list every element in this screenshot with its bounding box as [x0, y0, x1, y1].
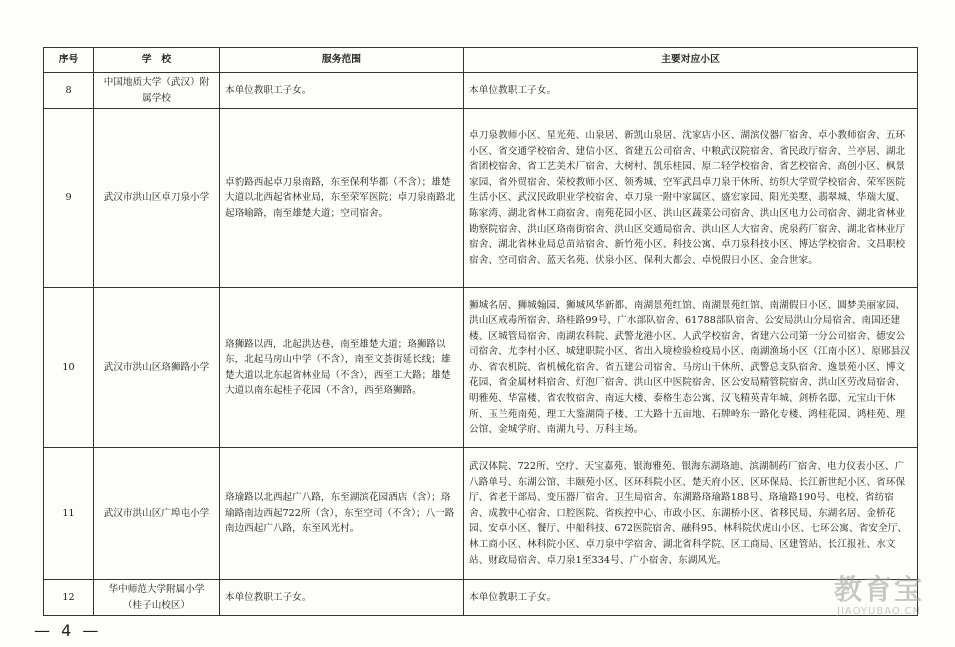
row-community: 卓刀泉教师小区、星光苑、山泉居、新凯山泉居、沈家店小区、湖滨仪器厂宿舍、卓小教师宿舍、五环小区、省交通学校宿舍、建信小区、省建五公司宿舍、中粮武汉院宿舍、省民政厅宿舍、兰亭居、湖北省团校宿舍、省工艺美术厂宿舍、大树村、凯乐桂园、原二轻学校宿舍、省艺校宿舍、高创小区、枫景家园、省外贸宿舍、荣校教师小区、领秀城、空军武昌卓刀泉干休所、纺织大学贸学校宿舍、荣军医院生活小区、武汉民政职业学校宿舍、卓刀泉一附中家属区、盛宏家园、阳光美墅、翡翠城、华瑞大厦、陈家湾、湖北省林工商宿舍、南苑花园小区、洪山区蔬菜公司宿舍、洪山区电力公司宿舍、湖北省林业勘察院宿舍、洪山区珞南街宿舍、洪山区交通局宿舍、洪山区人大宿舍、虎泉药厂宿舍、湖北省林业厅宿舍、湖北省林业局总苗站宿舍、新竹苑小区、科技公寓、卓刀泉科技小区、博达学校宿舍、文昌职校宿舍、空司宿舍、蓝天名苑、伏泉小区、保利大都会、卓悦假日小区、金合世家。: [464, 109, 918, 288]
row-community: 本单位教职工子女。: [464, 73, 918, 109]
header-scope: 服务范围: [220, 48, 464, 73]
table-row: [44, 580, 918, 616]
page-number: — 4 —: [34, 621, 102, 640]
row-school: 华中师范大学附属小学（桂子山校区）: [94, 580, 220, 616]
watermark-title: 教育宝: [833, 573, 924, 606]
table-row: [44, 109, 918, 288]
row-community: 本单位教职工子女。: [464, 580, 918, 616]
header-community: 主要对应小区: [464, 48, 918, 73]
row-scope: 卓豹路西起卓刀泉南路，东至保利华都（不含）；雄楚大道以北西起省林业局，东至荣军医院；卓刀泉南路北起珞喻路，南至雄楚大道；空司宿舍。: [220, 109, 464, 288]
row-scope: 珞狮路以西，北起洪达巷，南至雄楚大道；珞狮路以东，北起马房山中学（不含），南至文荟街延长线；雄楚大道以北东起省林业局（不含），西至工大路；雄楚大道以南东起桂子花园（不含），西至珞狮路。: [220, 288, 464, 448]
row-community: 武汉体院、722所、空疗、天宝嘉苑、银海雅苑、银海东湖珞迪、滨湖制药厂宿舍、电力仪表小区、广八路单号、东湖公馆、丰颐苑小区、区环科院小区、楚天府小区、区环保局、长江新世纪小区、省环保厅、省老干部局、变压器厂宿舍、卫生局宿舍、东湖路珞瑜路188号、珞瑜路190号、电校、省纺宿舍、成教中心宿舍、口腔医院、省疾控中心、市政小区、东湖桥小区、省移民局、东湖名居、金桥花园、安卓小区、餐厅、中船科技、672医院宿舍、融科95、林科院伏虎山小区、七环公寓、省安全厅、林工商小区、林科院小区、卓刀泉中学宿舍、湖北省科学院、区工商局、区建管站、长江报社、水文站、财政局宿舍、卓刀泉1至334号、广小宿舍、东湖风光。: [464, 448, 918, 580]
row-scope: 珞瑜路以北西起广八路，东至湖滨花园酒店（含）；珞瑜路南边西起722所（含），东至空司（不含）；八一路南边西起广八路，东至风光村。: [220, 448, 464, 580]
row-school: 武汉市洪山区广埠屯小学: [94, 448, 220, 580]
row-num: 11: [44, 448, 94, 580]
school-district-table: [43, 47, 918, 616]
row-scope: 本单位教职工子女。: [220, 580, 464, 616]
row-num: 9: [44, 109, 94, 288]
header-school: 学 校: [94, 48, 220, 73]
row-school: 武汉市洪山区珞狮路小学: [94, 288, 220, 448]
row-num: 8: [44, 73, 94, 109]
table-row: [44, 73, 918, 109]
table-header-row: [44, 48, 918, 73]
watermark-url: JIAOYUBAO.CN: [837, 606, 921, 617]
row-num: 10: [44, 288, 94, 448]
table-row: [44, 448, 918, 580]
row-scope: 本单位教职工子女。: [220, 73, 464, 109]
row-school: 武汉市洪山区卓刀泉小学: [94, 109, 220, 288]
watermark-logo: [819, 574, 939, 617]
row-school: 中国地质大学（武汉）附属学校: [94, 73, 220, 109]
header-num: 序号: [44, 48, 94, 73]
row-num: 12: [44, 580, 94, 616]
table-row: [44, 288, 918, 448]
row-community: 狮城名居、狮城翰园、狮城风华新都、南湖景苑红馆、南湖景苑红馆、南湖假日小区、圆梦美丽家园、洪山区戒毒所宿舍、珞桂路99号、广水部队宿舍、61788部队宿舍、公安局洪山分局宿舍、南国还建楼、区城管局宿舍、南湖农科院、武警龙港小区、人武学校宿舍、省建六公司第一分公司宿舍、德安公司宿舍、尤李村小区、城建职院小区、省出入境检验检疫局小区、南湖渔场小区（江南小区）、原郧县汉办、省农机院、省机械化宿舍、省五建公司宿舍、马房山干休所、武警总支队宿舍、逸景苑小区、博文花园、省金属材料宿舍、灯泡厂宿舍、洪山区中医院宿舍、区公安局精管院宿舍、洪山区劳改局宿舍、明雅苑、华富楼、省农牧宿舍、南远大楼、泰格生态公寓、汉飞精英青年城、剑桥名邸、元宝山干休所、玉兰苑南苑、理工大鉴湖筒子楼、工大路十五亩地、石牌岭东一路化专楼、鸿桂花园、鸿桂苑、理公馆、金城学府、南湖九号、万科主场。: [464, 288, 918, 448]
